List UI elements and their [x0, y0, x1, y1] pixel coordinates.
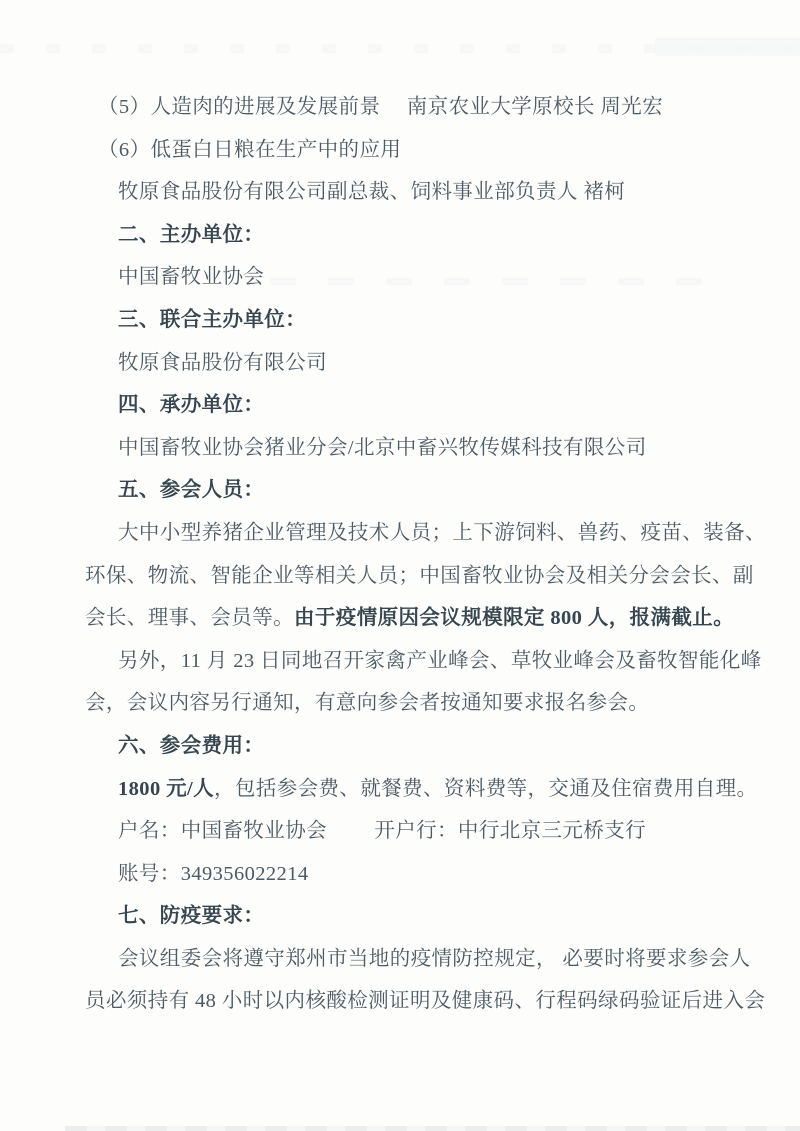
- text-line: [118, 171, 725, 214]
- text-line: [118, 299, 725, 342]
- text-line: [85, 597, 735, 640]
- text-segment: 会议组委会将遵守郑州市当地的疫情防控规定， 必要时将要求参会人: [118, 947, 751, 970]
- text-line: [98, 86, 725, 129]
- text-line: [98, 129, 725, 172]
- scan-noise-bottom: [65, 1126, 800, 1131]
- text-line: [85, 682, 725, 725]
- text-line: [118, 256, 725, 299]
- text-line: [118, 469, 725, 512]
- text-line: [118, 512, 766, 555]
- text-segment: 大中小型养猪企业管理及技术人员；上下游饲料、兽药、疫苗、装备、: [118, 521, 766, 544]
- text-line: [85, 980, 766, 1023]
- text-segment: 户名：中国畜牧业协会 开户行：中行北京三元桥支行: [118, 820, 647, 843]
- text-segment: ，包括参会费、就餐费、资料费等，交通及住宿费用自理。: [214, 777, 758, 800]
- text-line: [118, 342, 725, 385]
- text-segment: 另外，11 月 23 日同地召开家禽产业峰会、草牧业峰会及畜牧智能化峰: [118, 649, 762, 672]
- bold-text-segment: 五、参会人员：: [118, 479, 265, 502]
- text-line: [118, 853, 725, 896]
- text-segment: 会长、理事、会员等。: [85, 607, 294, 630]
- text-line: [118, 640, 762, 683]
- text-line: [118, 214, 725, 257]
- text-segment: 中国畜牧业协会: [118, 266, 265, 289]
- bold-text-segment: 1800 元/人: [118, 777, 215, 800]
- document-body: [85, 86, 766, 1023]
- text-segment: 牧原食品股份有限公司: [118, 351, 327, 374]
- bold-text-segment: 四、承办单位：: [118, 394, 265, 417]
- bold-text-segment: 由于疫情原因会议规模限定 800 人，报满截止。: [294, 607, 735, 630]
- text-segment: 牧原食品股份有限公司副总裁、饲料事业部负责人 褚柯: [118, 181, 626, 204]
- text-line: [118, 725, 725, 768]
- text-line: [118, 895, 725, 938]
- text-segment: 员必须持有 48 小时以内核酸检测证明及健康码、行程码绿码验证后进入会: [85, 990, 766, 1013]
- scan-noise-top-right: [655, 38, 800, 56]
- text-segment: （5）人造肉的进展及发展前景 南京农业大学原校长 周光宏: [98, 96, 664, 118]
- text-segment: 环保、物流、智能企业等相关人员；中国畜牧业协会及相关分会会长、副: [85, 564, 754, 587]
- bold-text-segment: 六、参会费用：: [118, 734, 265, 757]
- bold-text-segment: 二、主办单位：: [118, 223, 265, 246]
- text-segment: 账号：349356022214: [118, 862, 309, 885]
- text-line: [118, 768, 758, 811]
- text-line: [118, 938, 751, 981]
- scan-noise-top: [0, 44, 800, 53]
- text-segment: 会，会议内容另行通知，有意向参会者按通知要求报名参会。: [85, 692, 650, 715]
- text-segment: 中国畜牧业协会猪业分会/北京中畜兴牧传媒科技有限公司: [118, 436, 647, 459]
- text-line: [85, 555, 754, 598]
- text-line: [118, 384, 725, 427]
- bold-text-segment: 七、防疫要求：: [118, 905, 265, 928]
- bold-text-segment: 三、联合主办单位：: [118, 308, 307, 331]
- text-line: [118, 810, 725, 853]
- text-line: [118, 427, 725, 470]
- text-segment: （6）低蛋白日粮在生产中的应用: [98, 138, 402, 161]
